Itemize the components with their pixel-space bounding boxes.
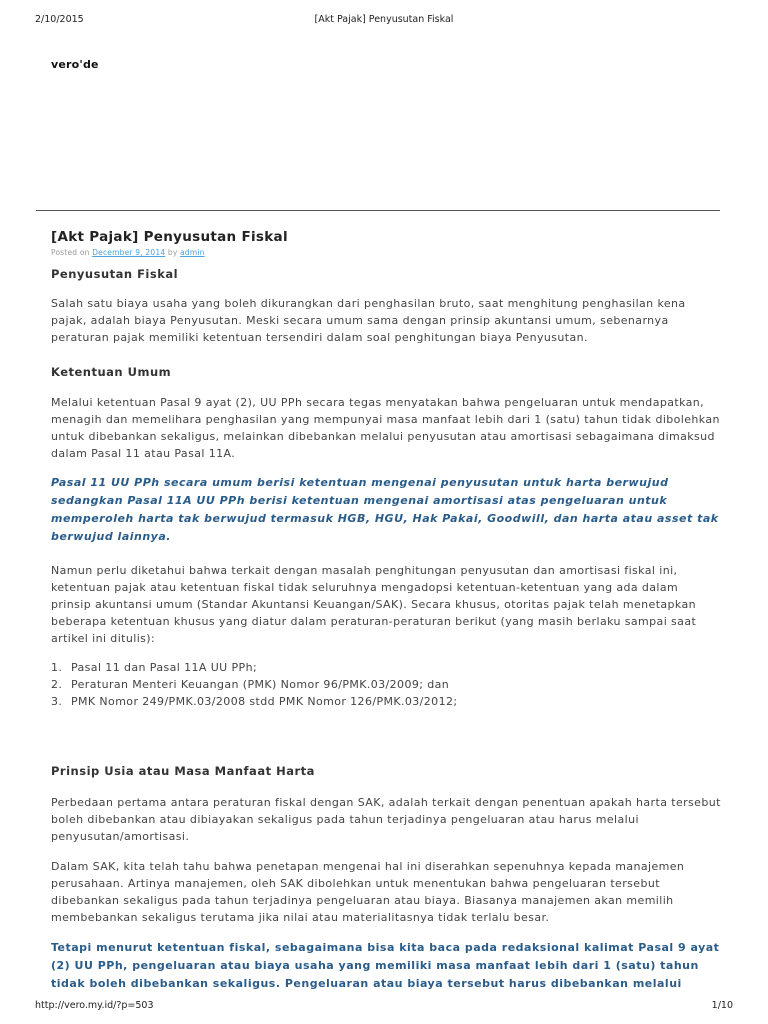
author-link[interactable]: admin (180, 248, 205, 257)
highlight-quote-pasal-11: Pasal 11 UU PPh secara umum berisi ketentuan mengenai penyusutan untuk harta berwujud sedangkan Pasal 11A UU PPh berisi ketentuan mengenai amortisasi atas pengeluaran untuk memperoleh harta tak berwujud termasuk HGB, HGU, Hak Pakai, Goodwill, dan harta atau asset tak berwujud lainnya. (51, 476, 719, 543)
section-heading-ketentuan-umum: Ketentuan Umum (51, 365, 172, 379)
print-page-title: [Akt Pajak] Penyusutan Fiskal (314, 14, 454, 25)
list-item: 3. PMK Nomor 249/PMK.03/2008 stdd PMK Nomor 126/PMK.03/2012; (51, 695, 458, 708)
header-divider (36, 210, 720, 211)
print-date: 2/10/2015 (35, 14, 84, 25)
section-heading-penyusutan-fiskal: Penyusutan Fiskal (51, 267, 179, 281)
paragraph-sak: Dalam SAK, kita telah tahu bahwa penetapan mengenai hal ini diserahkan sepenuhnya kepada manajemen perusahaan. Artinya manajemen, oleh SAK dibolehkan untuk menentukan bahwa pengeluaran tersebut dibebankan sekaligus pada tahun terjadinya pengeluaran atau biaya. Biasanya manajemen akan memilih membebankan sekaligus terutama jika nilai atau materialitasnya tidak terlalu besar. (51, 860, 685, 924)
print-header (35, 14, 733, 28)
paragraph-intro: Salah satu biaya usaha yang boleh dikurangkan dari penghasilan bruto, saat menghitung penghasilan kena pajak, adalah biaya Penyusutan. Meski secara umum sama dengan prinsip akuntansi umum, sebenarnya peraturan pajak memiliki ketentuan tersendiri dalam soal penghitungan biaya Penyusutan. (51, 297, 686, 344)
section-heading-prinsip-usia: Prinsip Usia atau Masa Manfaat Harta (51, 764, 315, 778)
print-url: http://vero.my.id/?p=503 (35, 1000, 154, 1011)
by-label: by (167, 248, 178, 257)
print-footer (35, 1000, 733, 1014)
post-title[interactable]: [Akt Pajak] Penyusutan Fiskal (51, 229, 288, 245)
page-number: 1/10 (711, 1000, 733, 1011)
site-title[interactable]: vero'de (51, 58, 99, 71)
paragraph-ketentuan-umum: Melalui ketentuan Pasal 9 ayat (2), UU PPh secara tegas menyatakan bahwa pengeluaran untuk mendapatkan, menagih dan memelihara penghasilan yang mempunyai masa manfaat lebih dari 1 (satu) tahun tidak dibolehkan untuk dibebankan sekaligus, melainkan dibebankan melalui penyusutan atau amortisasi sebagaimana dimaksud dalam Pasal 11 atau Pasal 11A. (51, 396, 720, 460)
article (51, 229, 721, 993)
posted-on-label: Posted on (51, 248, 90, 257)
list-item: 2. Peraturan Menteri Keuangan (PMK) Nomor 96/PMK.03/2009; dan (51, 678, 450, 691)
highlight-quote-fiskal: Tetapi menurut ketentuan fiskal, sebagaimana bisa kita baca pada redaksional kalimat Pasal 9 ayat (2) UU PPh, pengeluaran atau biaya usaha yang memiliki masa manfaat lebih dari 1 (satu) tahun tidak boleh dibebankan sekaligus. Pengeluaran atau biaya tersebut harus dibebankan melalui (51, 941, 720, 990)
regulation-list (51, 659, 721, 710)
list-item: 1. Pasal 11 dan Pasal 11A UU PPh; (51, 661, 258, 674)
post-date-link[interactable]: December 9, 2014 (92, 248, 166, 257)
paragraph-peraturan: Namun perlu diketahui bahwa terkait dengan masalah penghitungan penyusutan dan amortisasi fiskal ini, ketentuan pajak atau ketentuan fiskal tidak seluruhnya mengadopsi ketentuan-ketentuan yang ada dalam prinsip akuntansi umum (Standar Akuntansi Keuangan/SAK). Secara khusus, otoritas pajak telah menetapkan beberapa ketentuan khusus yang diatur dalam peraturan-peraturan berikut (yang masih berlaku sampai saat artikel ini ditulis): (51, 564, 697, 645)
post-meta (51, 248, 721, 257)
paragraph-perbedaan: Perbedaan pertama antara peraturan fiskal dengan SAK, adalah terkait dengan penentuan apakah harta tersebut boleh dibebankan atau dibiayakan sekaligus pada tahun terjadinya pengeluaran atau harus melalui penyusutan/amortisasi. (51, 796, 721, 843)
